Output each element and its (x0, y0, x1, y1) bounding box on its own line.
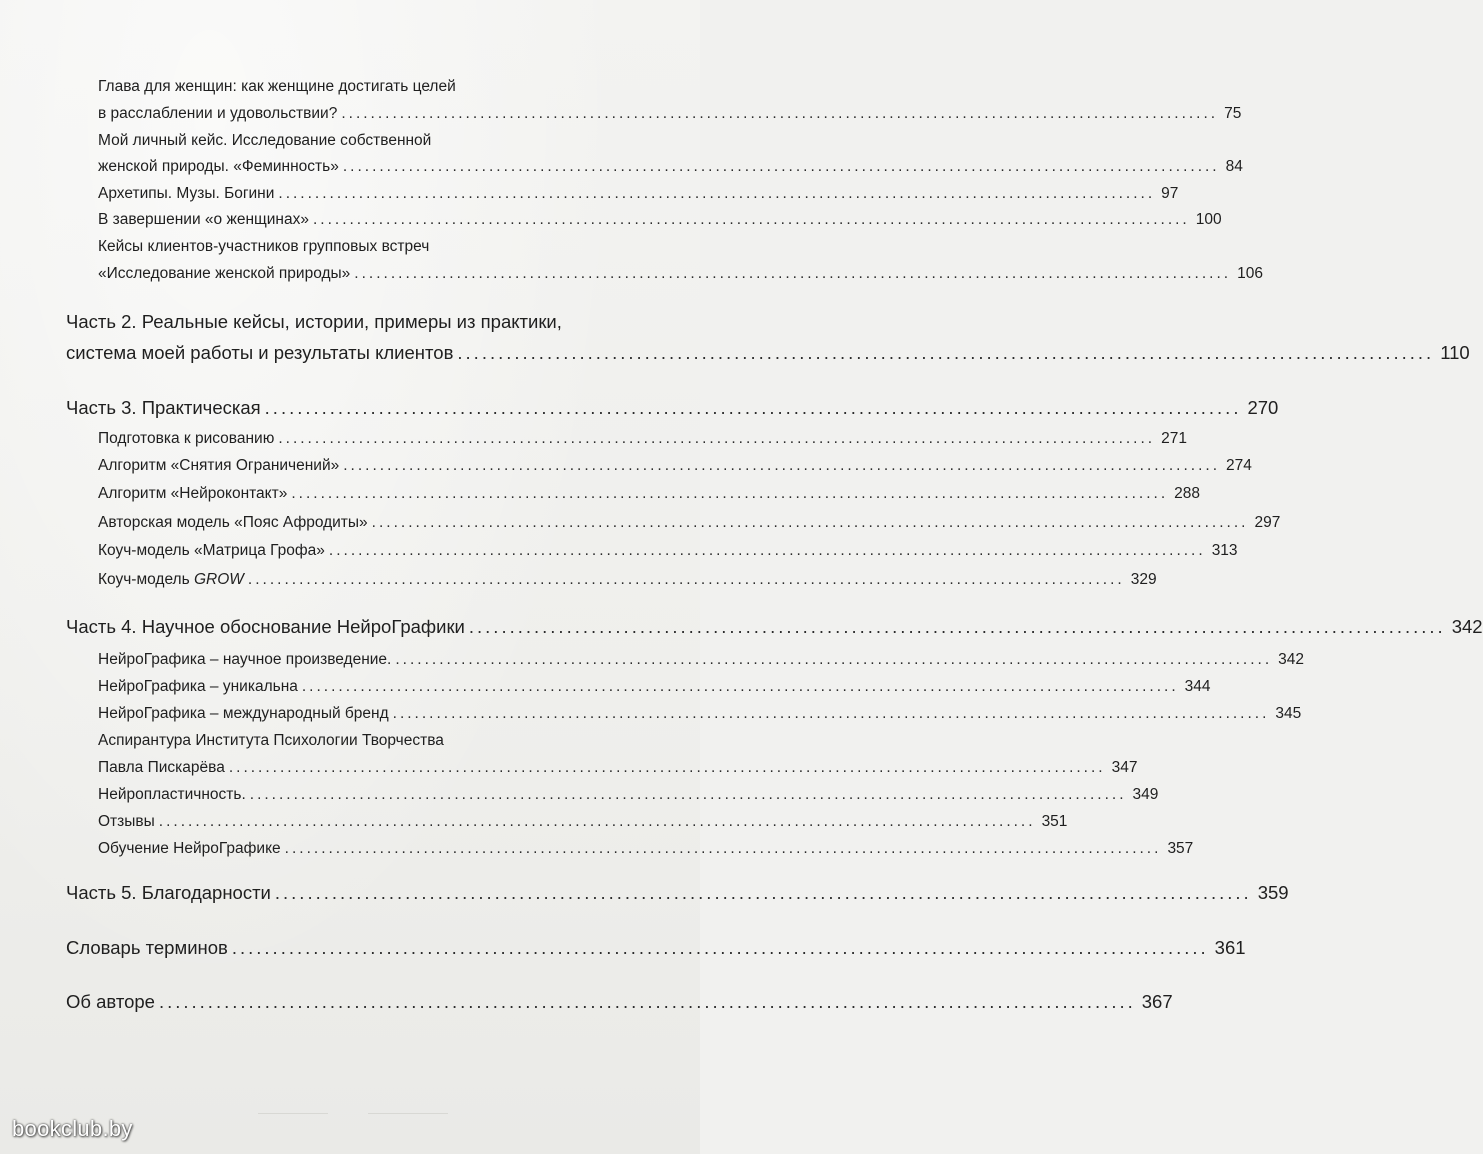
toc-entry (98, 759, 1138, 777)
toc-entry-text: Архетипы. Музы. Богини (98, 185, 275, 202)
toc-page-number: 329 (1130, 571, 1157, 588)
leader-dots: ........................................................................................................................ (264, 397, 1242, 418)
toc-page-number: 344 (1184, 678, 1211, 695)
toc-page-number: 342 (1278, 651, 1305, 668)
toc-entry-text: в расслаблении и удовольствии? (98, 105, 338, 122)
leader-dots: ........................................................................................................................ (328, 542, 1206, 559)
toc-page-number: 359 (1257, 882, 1289, 903)
toc-entry-text: женской природы. «Феминность» (98, 158, 339, 175)
leader-dots: ........................................................................................................................ (354, 265, 1232, 282)
toc-entry-text: Алгоритм «Снятия Ограничений» (98, 457, 340, 474)
part-title: система моей работы и результаты клиентов (66, 342, 454, 363)
toc-entry-line (98, 78, 666, 96)
toc-page-number: 106 (1237, 265, 1263, 282)
leader-dots: ........................................................................................................................ (228, 759, 1106, 776)
toc-page-number: 351 (1041, 813, 1068, 830)
toc-page-number: 100 (1195, 211, 1222, 228)
part-title: Научное обоснование НейроГрафики (141, 616, 465, 637)
part-label: Часть 2. (66, 311, 137, 332)
leader-dots: ........................................................................................................................ (247, 571, 1125, 588)
toc-entry (98, 211, 1222, 229)
toc-entry (98, 813, 1068, 831)
leader-dots: ........................................................................................................................ (158, 991, 1136, 1012)
toc-entry-text: НейроГрафика – международный бренд (98, 705, 389, 722)
toc-entry (98, 840, 1194, 858)
part-title: Реальные кейсы, истории, примеры из практики, (141, 311, 562, 332)
toc-part (66, 882, 1289, 904)
toc-page-number: 345 (1275, 705, 1302, 722)
toc-part (66, 397, 1279, 419)
toc-entry (98, 430, 1187, 448)
toc-entry (98, 158, 1243, 176)
toc-page-number: 357 (1167, 840, 1194, 857)
toc-entry-text: Алгоритм «Нейроконтакт» (98, 485, 288, 502)
toc-part (66, 342, 1470, 364)
toc-entry (98, 485, 1201, 503)
toc-entry (98, 185, 1179, 203)
toc-page-number: 313 (1211, 542, 1238, 559)
leader-dots: ........................................................................................................................ (395, 651, 1273, 668)
bottom-rule (258, 1113, 328, 1114)
toc-entry-text: В завершении «о женщинах» (98, 211, 309, 228)
toc-entry-text: НейроГрафика – научное произведение. (98, 651, 392, 668)
toc-entry-text: Обучение НейроГрафике (98, 840, 281, 857)
toc-entry-line (98, 732, 666, 750)
toc-page-number: 84 (1225, 158, 1243, 175)
part-title: Практическая (141, 397, 261, 418)
toc-page-number: 270 (1247, 397, 1279, 418)
toc-entry-text: Коуч-модель «Матрица Грофа» (98, 542, 325, 559)
leader-dots: ........................................................................................................................ (158, 813, 1036, 830)
toc-entry-text: Нейропластичность. (98, 786, 246, 803)
leader-dots: ........................................................................................................................ (301, 678, 1179, 695)
toc-entry-text: Мой личный кейс. Исследование собственной (98, 132, 432, 149)
toc-entry (98, 786, 1159, 804)
toc-entry-italic: GROW (193, 571, 244, 588)
toc-entry (98, 571, 1157, 589)
toc-entry (98, 651, 1305, 669)
toc-part-line (66, 311, 666, 333)
toc-entry (98, 265, 1263, 283)
toc-page-number: 347 (1111, 759, 1138, 776)
watermark-text: bookclub.by (12, 1116, 133, 1141)
leader-dots: ........................................................................................................................ (392, 705, 1270, 722)
toc-entry (98, 105, 1242, 123)
leader-dots: ........................................................................................................................ (371, 514, 1249, 531)
toc-entry-text: Павла Пискарёва (98, 759, 225, 776)
toc-page-number: 271 (1161, 430, 1187, 447)
part-label: Часть 5. (66, 882, 137, 903)
toc-part (66, 991, 1173, 1013)
toc-entry-text: Глава для женщин: как женщине достигать целей (98, 78, 456, 95)
toc-entry (98, 514, 1281, 532)
leader-dots: ........................................................................................................................ (284, 840, 1162, 857)
toc-entry-text: Отзывы (98, 813, 155, 830)
leader-dots: ........................................................................................................................ (278, 185, 1156, 202)
toc-entry-line (98, 238, 666, 256)
toc-entry-text: Кейсы клиентов-участников групповых встреч (98, 238, 430, 255)
toc-page-number: 297 (1254, 514, 1281, 531)
toc-entry (98, 678, 1211, 696)
leader-dots: ........................................................................................................................ (468, 616, 1446, 637)
leader-dots: ........................................................................................................................ (274, 882, 1252, 903)
toc-entry-text: Коуч-модель (98, 571, 190, 588)
toc-entry (98, 457, 1252, 475)
toc-entry-text: «Исследование женской природы» (98, 265, 351, 282)
toc-page-number: 110 (1440, 342, 1470, 363)
part-title: Благодарности (141, 882, 271, 903)
toc-entry-text: Авторская модель «Пояс Афродиты» (98, 514, 368, 531)
toc-page-number: 367 (1141, 991, 1173, 1012)
bottom-rule (368, 1113, 448, 1114)
part-title: Об авторе (66, 991, 155, 1012)
toc-page-number: 75 (1224, 105, 1242, 122)
toc-entry-text: Аспирантура Института Психологии Творчества (98, 732, 444, 749)
leader-dots: ........................................................................................................................ (231, 937, 1209, 958)
leader-dots: ........................................................................................................................ (249, 786, 1127, 803)
leader-dots: ........................................................................................................................ (343, 457, 1221, 474)
leader-dots: ........................................................................................................................ (291, 485, 1169, 502)
leader-dots: ........................................................................................................................ (341, 105, 1219, 122)
leader-dots: ........................................................................................................................ (457, 342, 1435, 363)
part-title: Словарь терминов (66, 937, 228, 958)
leader-dots: ........................................................................................................................ (342, 158, 1220, 175)
part-label: Часть 4. (66, 616, 137, 637)
toc-entry (98, 542, 1238, 560)
toc-page-number: 274 (1226, 457, 1252, 474)
toc-part (66, 937, 1246, 959)
toc-entry-text: НейроГрафика – уникальна (98, 678, 298, 695)
toc-entry-line (98, 132, 666, 150)
toc-page-number: 97 (1161, 185, 1179, 202)
leader-dots: ........................................................................................................................ (312, 211, 1190, 228)
toc-page-number: 288 (1174, 485, 1201, 502)
toc-entry (98, 705, 1302, 723)
toc-page-number: 349 (1132, 786, 1159, 803)
toc-entry-text: Подготовка к рисованию (98, 430, 275, 447)
page-bottom-mark (258, 1108, 448, 1118)
toc-page-number: 361 (1214, 937, 1246, 958)
part-label: Часть 3. (66, 397, 137, 418)
leader-dots: ........................................................................................................................ (278, 430, 1156, 447)
toc-part (66, 616, 1483, 638)
toc-page-number: 342 (1451, 616, 1483, 637)
